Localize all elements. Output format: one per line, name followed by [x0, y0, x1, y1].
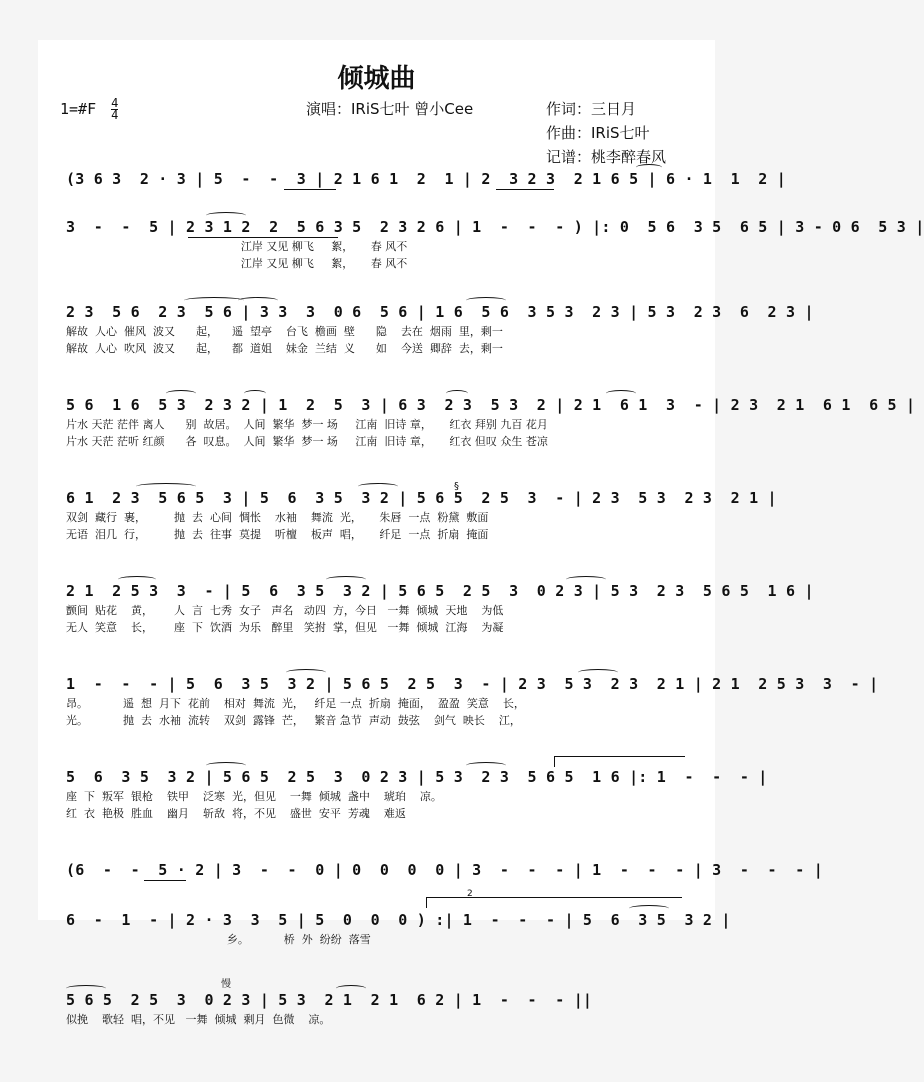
key-label: 1=#F	[60, 100, 97, 118]
song-title: 倾城曲	[337, 64, 416, 94]
tempo-mark: 慢	[221, 979, 231, 990]
system-7	[66, 673, 879, 766]
time-denominator: 4	[111, 108, 119, 122]
notes-line: 1 - - - | 5 6 3 5 3 2 | 5 6 5 2 5 3 - | 2 3 5 3 2 3 2 1 | 2 1 2 5 3 3 - |	[66, 675, 879, 693]
system-10: 6 - 1 - | 2 · 3 3 5 | 5 0 0 0 ) :| 1 - - - | 5 6 3 5 3 2 | 乡。 桥 外 纷纷 落雪 2	[66, 909, 696, 989]
system-3	[66, 301, 814, 394]
system-2	[66, 216, 924, 301]
score-page	[38, 40, 924, 1026]
lyrics-verse-2: 无人 笑意 长， 座 下 饮酒 为乐 醉里 笑拊 掌，但见 一舞 倾城 江海 为凝	[66, 621, 504, 634]
lyrics-verse-1: 江岸 又见 柳飞 絮， 春 风不	[66, 240, 408, 253]
system-11	[66, 979, 696, 1082]
notes-line: 6 - 1 - | 2 · 3 3 5 | 5 0 0 0 ) :| 1 - - - | 5 6 3 5 3 2 |	[66, 911, 731, 929]
notes-line: 6 1 2 3 5 6 5 3 | 5 6 3 5 3 2 | 5 6 5 2 5 3 - | 2 3 5 3 2 3 2 1 |	[66, 489, 777, 507]
notes-line: 5 6 5 2 5 3 0 2 3 | 5 3 2 1 2 1 6 2 | 1 - - - ||	[66, 991, 593, 1009]
time-signature	[111, 98, 118, 121]
key-signature	[60, 98, 118, 121]
lyrics-verse-2: 解故 人心 吹风 波又 起， 都 道姐 妹金 兰结 义 如 今送 卿辞 去，剩一	[66, 342, 503, 355]
notes-line: 3 - - 5 | 2 3 1 2 2 5 6 3 5 2 3 2 6 | 1 - - - ) |: 0 5 6 3 5 6 5 | 3 - 0 6 5 3 |	[66, 218, 924, 236]
system-8	[66, 766, 768, 859]
transcriber-credit: 记谱：桃李醉春风	[546, 148, 667, 166]
notes-line: (3 6 3 2 · 3 | 5 - - 3 | 2 1 6 1 2 1 | 2 3 2 3 2 1 6 5 | 6 · 1 1 2 |	[66, 170, 786, 188]
time-numerator: 4	[111, 96, 119, 110]
lyrics-verse-2: 片水 天茫 茫听 红颜 各 叹息。 人间 繁华 梦一 场 江南 旧诗 章， 红衣 但叹 众生 苍凉	[66, 435, 548, 448]
lyrics-verse-2: 红 衣 艳极 胜血 幽月 斩敌 将，不见 盛世 安平 芳魂 难返	[66, 807, 406, 820]
system-5: 6 1 2 3 5 6 5 3 | 5 6 3 5 3 2 | 5 6 5 2 5 3 - | 2 3 5 3 2 3 2 1 | 双剑 藏行 裹， 抛 去 心间 惆怅 水袖 舞流 光， 朱唇 一点 粉黛 敷面 无语 泪几 行， 抛 去 往事 莫提 听檀 板声 唱， 纤足 一点 折扇 掩面 §	[66, 481, 777, 541]
notes-line: 5 6 1 6 5 3 2 3 2 | 1 2 5 3 | 6 3 2 3 5 3 2 | 2 1 6 1 3 - | 2 3 2 1 6 1 6 5 |	[66, 396, 916, 414]
lyrics-verse-1: 似挽 歌轻 唱，不见 一舞 倾城 剩月 色微 凉。	[66, 1013, 331, 1026]
lyrics-verse-1: 解故 人心 催风 波又 起， 遥 望亭 台飞 檐画 壁 隐 去在 烟雨 里，剩一	[66, 325, 503, 338]
lyricist-credit: 作词：三日月	[546, 100, 637, 118]
system-1	[66, 168, 786, 216]
lyrics-verse-1: 双剑 藏行 裹， 抛 去 心间 惆怅 水袖 舞流 光， 朱唇 一点 粉黛 敷面	[66, 511, 489, 524]
lyrics-verse-1: 昂。 遥 想 月下 花前 相对 舞流 光， 纤足 一点 折扇 掩面， 盈盈 笑意 长，	[66, 697, 525, 710]
notes-line: 2 3 5 6 2 3 5 6 | 3 3 3 0 6 5 6 | 1 6 5 6 3 5 3 2 3 | 5 3 2 3 6 2 3 |	[66, 303, 814, 321]
lyrics-verse-2	[66, 948, 696, 965]
singer-credit: 演唱：IRiS七叶 曾小Cee	[306, 100, 474, 118]
lyrics-verse-2: 江岸 又见 柳飞 絮， 春 风不	[66, 257, 408, 270]
notes-line: 2 1 2 5 3 3 - | 5 6 3 5 3 2 | 5 6 5 2 5 3 0 2 3 | 5 3 2 3 5 6 5 1 6 |	[66, 582, 814, 600]
lyrics-verse-1: 乡。 桥 外 纷纷 落雪	[66, 933, 371, 946]
system-4	[66, 394, 916, 487]
lyrics-verse-2: 无语 泪几 行， 抛 去 往事 莫提 听檀 板声 唱， 纤足 一点 折扇 掩面	[66, 528, 489, 541]
lyrics-verse-1: 座 下 叛军 银枪 铁甲 泛寒 光，但见 一舞 倾城 盏中 琥珀 凉。	[66, 790, 442, 803]
notes-line: 5 6 3 5 3 2 | 5 6 5 2 5 3 0 2 3 | 5 3 2 3 5 6 5 1 6 |: 1 - - - |	[66, 768, 768, 786]
composer-credit: 作曲：IRiS七叶	[546, 124, 650, 142]
system-6	[66, 580, 814, 673]
notes-line: (6 - - 5 · 2 | 3 - - 0 | 0 0 0 0 | 3 - - - | 1 - - - | 3 - - - |	[66, 861, 823, 879]
lyrics-verse-1: 颤间 贴花 黄， 人 言 七秀 女子 声名 动四 方，今日 一舞 倾城 天地 为低	[66, 604, 504, 617]
lyrics-verse-1: 片水 天茫 茫伴 离人 别 故居。 人间 繁华 梦一 场 江南 旧诗 章， 红衣 拜别 九百 花月	[66, 418, 548, 431]
lyrics-verse-2: 光。 抛 去 水袖 流转 双剑 露锋 芒， 繁音 急节 声动 鼓弦 剑气 映长 江，	[66, 714, 521, 727]
notation-sheet	[66, 168, 924, 1082]
